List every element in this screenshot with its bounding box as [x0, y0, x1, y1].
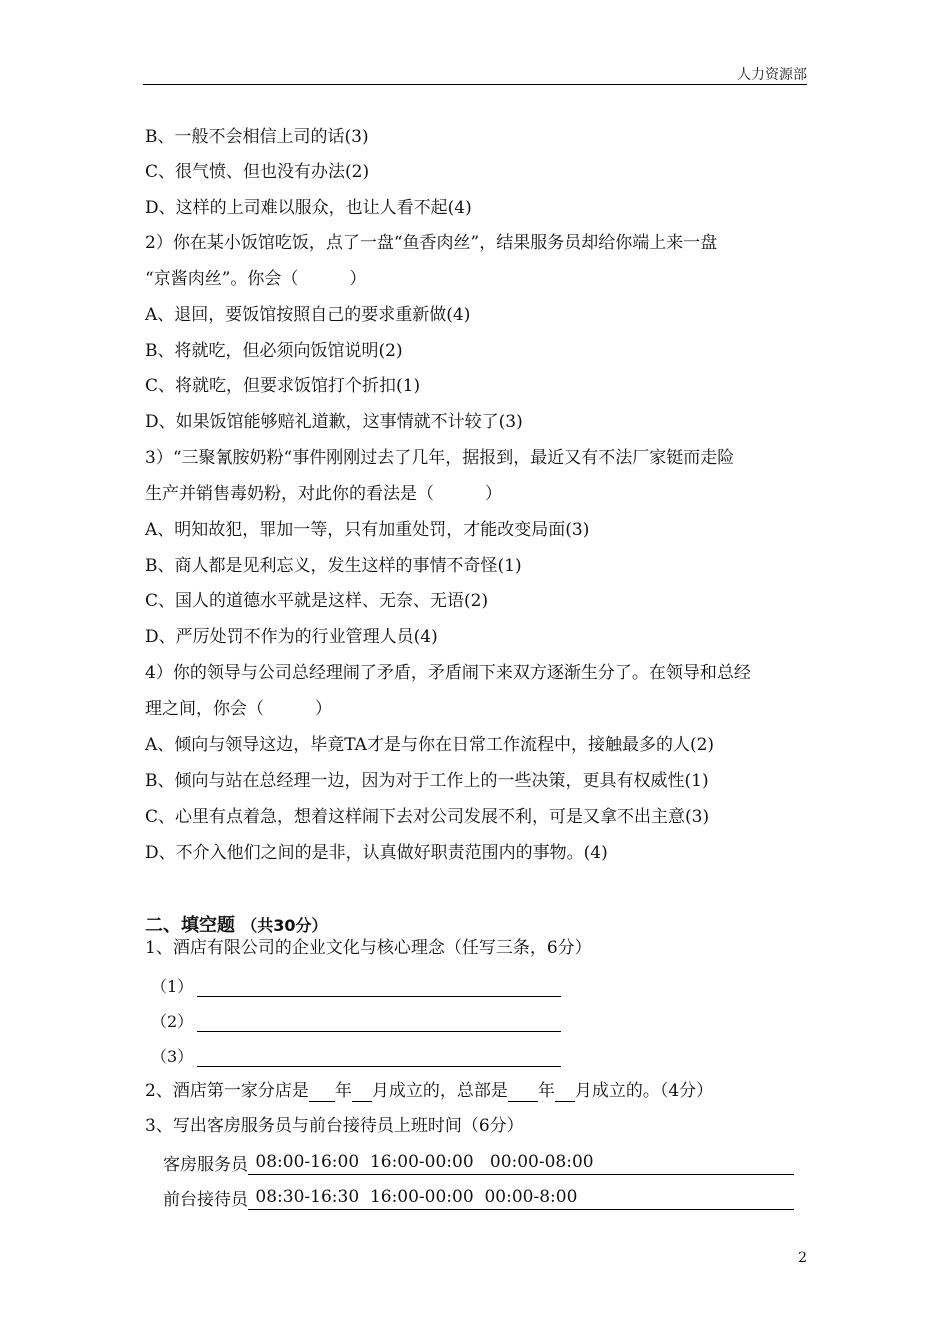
answer-blank[interactable] — [197, 1048, 561, 1067]
section-title — [145, 911, 328, 937]
option-line: D、这样的上司难以服众，也让人看不起(4) — [145, 198, 472, 218]
blank-label: （3） — [151, 1047, 194, 1066]
q2-text: 月成立的，总部是 — [371, 1081, 508, 1101]
question-line: 理之间，你会（ ） — [145, 699, 332, 719]
answer-blank-row — [151, 1009, 561, 1032]
month-blank[interactable] — [555, 1083, 575, 1102]
option-line: B、倾向与站在总经理一边，因为对于工作上的一些决策，更具有权威性(1) — [145, 771, 709, 791]
option-line: B、一般不会相信上司的话(3) — [145, 127, 369, 147]
q2-text: 2、酒店第一家分店是 — [145, 1081, 309, 1101]
q2-text: 月成立的。（4分） — [574, 1081, 714, 1101]
question-line: “京酱肉丝”。你会（ ） — [145, 269, 367, 289]
option-line: A、退回，要饭馆按照自己的要求重新做(4) — [145, 305, 471, 325]
year-blank[interactable] — [309, 1083, 335, 1102]
question-line: 2）你在某小饭馆吃饭，点了一盘“鱼香肉丝”，结果服务员却给你端上来一盘 — [145, 233, 718, 253]
header-rule — [143, 84, 807, 85]
schedule-role: 客房服务员 — [163, 1155, 248, 1175]
question-line: 4）你的领导与公司总经理闹了矛盾，矛盾闹下来双方逐渐生分了。在领导和总经 — [145, 663, 751, 683]
answer-blank[interactable] — [197, 1013, 561, 1032]
answer-blank-row — [151, 974, 561, 997]
option-line: D、不介入他们之间的是非，认真做好职责范围内的事物。(4) — [145, 843, 608, 863]
month-blank[interactable] — [352, 1083, 372, 1102]
option-line: C、心里有点着急，想着这样闹下去对公司发展不利，可是又拿不出主意(3) — [145, 807, 710, 827]
section-title-text: 二、填空题 — [145, 915, 235, 936]
option-line: D、如果饭馆能够赔礼道歉，这事情就不计较了(3) — [145, 412, 523, 432]
option-line: A、倾向与领导这边，毕竟TA才是与你在日常工作流程中，接触最多的人(2) — [145, 735, 715, 755]
blank-label: （2） — [151, 1012, 194, 1031]
fill-question-1: 1、酒店有限公司的企业文化与核心理念（任写三条，6分） — [145, 938, 592, 958]
answer-blank-row — [151, 1044, 561, 1067]
q2-text: 年 — [537, 1081, 555, 1101]
section-score: （共30分） — [241, 916, 328, 935]
schedule-row — [163, 1150, 794, 1175]
option-line: C、将就吃，但要求饭馆打个折扣(1) — [145, 376, 421, 396]
fill-question-3: 3、写出客房服务员与前台接待员上班时间（6分） — [145, 1116, 524, 1136]
schedule-times[interactable]: 08:00-16:00 16:00-00:00 00:00-08:00 — [248, 1152, 794, 1175]
schedule-times[interactable]: 08:30-16:30 16:00-00:00 00:00-8:00 — [248, 1187, 794, 1210]
blank-label: （1） — [151, 977, 194, 996]
question-line: 生产并销售毒奶粉，对此你的看法是（ ） — [145, 484, 502, 504]
fill-question-2 — [145, 1080, 713, 1102]
schedule-role: 前台接待员 — [163, 1190, 248, 1210]
page-number: 2 — [798, 1250, 807, 1266]
page-header-text: 人力资源部 — [737, 67, 807, 83]
option-line: C、国人的道德水平就是这样、无奈、无语(2) — [145, 591, 489, 611]
answer-blank[interactable] — [197, 978, 561, 997]
schedule-row — [163, 1185, 794, 1210]
q2-text: 年 — [334, 1081, 352, 1101]
option-line: B、商人都是见利忘义，发生这样的事情不奇怪(1) — [145, 556, 522, 576]
option-line: D、严厉处罚不作为的行业管理人员(4) — [145, 627, 438, 647]
option-line: C、很气愤、但也没有办法(2) — [145, 162, 370, 182]
option-line: A、明知故犯，罪加一等，只有加重处罚，才能改变局面(3) — [145, 520, 590, 540]
year-blank[interactable] — [508, 1083, 538, 1102]
option-line: B、将就吃，但必须向饭馆说明(2) — [145, 341, 403, 361]
question-line: 3）“三聚氰胺奶粉“事件刚刚过去了几年，据报到，最近又有不法厂家铤而走险 — [145, 448, 735, 468]
